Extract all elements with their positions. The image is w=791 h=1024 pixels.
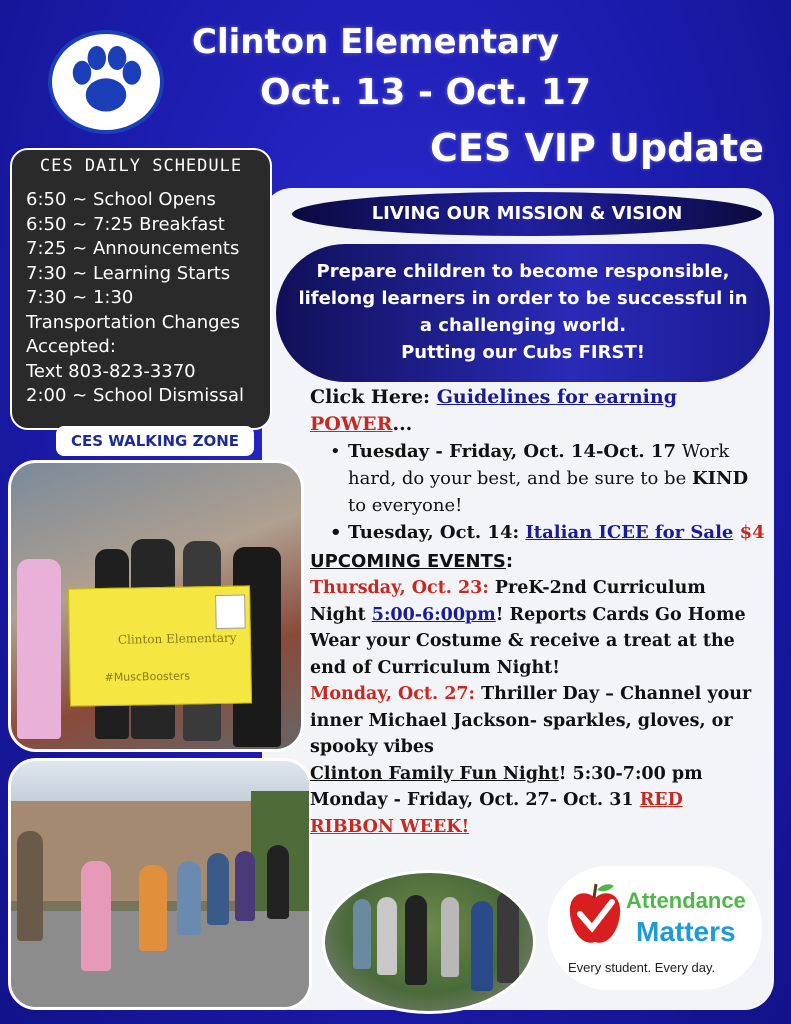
event-curriculum-night — [310, 575, 766, 681]
schedule-row: 7:30 ~ 1:30 — [26, 287, 134, 308]
person-figure — [81, 861, 111, 971]
list-item — [328, 438, 766, 519]
person-figure — [17, 559, 61, 739]
person-figure — [377, 897, 397, 975]
event-family-fun-night — [310, 761, 766, 788]
bullet-kind: KIND — [691, 468, 749, 489]
announcements — [310, 384, 766, 840]
click-here-label: Click Here: — [310, 386, 437, 408]
weekly-bullets — [328, 438, 766, 546]
list-item — [328, 519, 766, 546]
schedule-row: 7:30 ~ Learning Starts — [26, 262, 231, 284]
bullet-date: Tuesday, Oct. 14: — [348, 522, 526, 543]
apple-check-icon — [566, 880, 624, 950]
person-figure — [207, 853, 229, 925]
event-thriller-day — [310, 681, 766, 761]
bullet-date: Tuesday - Friday, Oct. 14-Oct. 17 — [348, 441, 676, 462]
event-text: ! 5:30-7:00 pm — [558, 763, 703, 784]
attendance-word: Attendance — [626, 888, 746, 913]
event-text: Monday - Friday, Oct. 27- Oct. 31 — [310, 790, 640, 810]
date-range: Oct. 13 - Oct. 17 — [260, 72, 591, 113]
walking-zone-sign — [68, 585, 252, 706]
sign-hashtag: #MuscBoosters — [104, 669, 191, 684]
paw-icon — [52, 34, 160, 130]
schedule-row: 6:50 ~ 7:25 Breakfast — [26, 213, 225, 235]
event-red-ribbon-week — [310, 787, 690, 840]
event-date: Monday, Oct. 27: — [310, 684, 476, 704]
walking-zone-photo — [8, 460, 304, 752]
kids-dancing-photo — [322, 870, 536, 1014]
power-ellipsis: ... — [392, 413, 413, 435]
person-figure — [177, 861, 201, 935]
schedule-row: Transportation Changes — [26, 311, 240, 333]
person-figure — [17, 831, 43, 941]
person-figure — [267, 845, 289, 919]
red-ribbon-link[interactable]: RED RIBBON WEEK! — [310, 790, 683, 837]
person-figure — [497, 891, 519, 983]
sign-picture — [215, 595, 246, 630]
sign-text: Clinton Elementary — [117, 630, 237, 647]
mission-line: a challenging world. — [419, 315, 627, 336]
person-figure — [471, 901, 493, 991]
event-text: ! Reports Cards Go Home Wear your Costume & receive a treat at the end of Curriculum Night! — [310, 604, 746, 678]
schedule-row: 6:50 ~ School Opens — [26, 189, 216, 210]
icee-price: $4 — [733, 522, 765, 543]
bullet-text-end: to everyone! — [348, 495, 463, 516]
upcoming-events-heading — [310, 548, 766, 575]
schedule-row: Text 803-823-3370 — [26, 360, 196, 382]
power-link[interactable]: POWER — [310, 413, 393, 435]
icee-link[interactable]: Italian ICEE for Sale — [525, 522, 734, 543]
daily-schedule-box — [10, 148, 272, 430]
event-time-link[interactable]: 5:00-6:00pm — [371, 604, 496, 625]
mission-banner: LIVING OUR MISSION & VISION — [292, 192, 762, 236]
person-figure — [235, 851, 255, 921]
mission-line: Putting our Cubs FIRST! — [401, 342, 645, 363]
upcoming-label: UPCOMING EVENTS — [310, 551, 506, 572]
school-title: Clinton Elementary — [192, 22, 559, 62]
students-walking-photo — [8, 758, 312, 1010]
paw-logo — [48, 30, 164, 134]
attendance-tagline: Every student. Every day. — [568, 960, 716, 975]
person-figure — [353, 899, 371, 969]
schedule-row: Accepted: — [26, 336, 116, 357]
event-date: Thursday, Oct. 23: — [310, 578, 489, 598]
schedule-title: CES DAILY SCHEDULE — [39, 156, 243, 176]
person-figure — [405, 895, 427, 985]
upcoming-colon: : — [505, 551, 514, 572]
matters-word: Matters — [636, 916, 736, 947]
walking-zone-label: CES WALKING ZONE — [56, 426, 254, 456]
bullet-text: Work hard, do your best, and be sure to be — [348, 441, 730, 489]
event-title: Clinton Family Fun Night — [310, 763, 559, 784]
schedule-row: 2:00 ~ School Dismissal — [26, 385, 244, 406]
person-figure — [441, 897, 459, 977]
update-title: CES VIP Update — [430, 126, 764, 170]
mission-line: lifelong learners in order to be successful in — [298, 288, 748, 309]
event-text: Thriller Day – Channel your inner Michael Jackson- sparkles, gloves, or spooky vibes — [310, 684, 752, 757]
event-text: PreK-2nd Curriculum Night — [310, 578, 706, 625]
attendance-matters-badge — [548, 866, 762, 990]
schedule-row: 7:25 ~ Announcements — [26, 238, 240, 259]
guidelines-line — [310, 384, 766, 438]
mission-line: Prepare children to become responsible, — [316, 261, 730, 282]
guidelines-link[interactable]: Guidelines for earning — [436, 386, 677, 408]
person-figure — [139, 865, 167, 951]
mission-statement — [276, 244, 770, 382]
